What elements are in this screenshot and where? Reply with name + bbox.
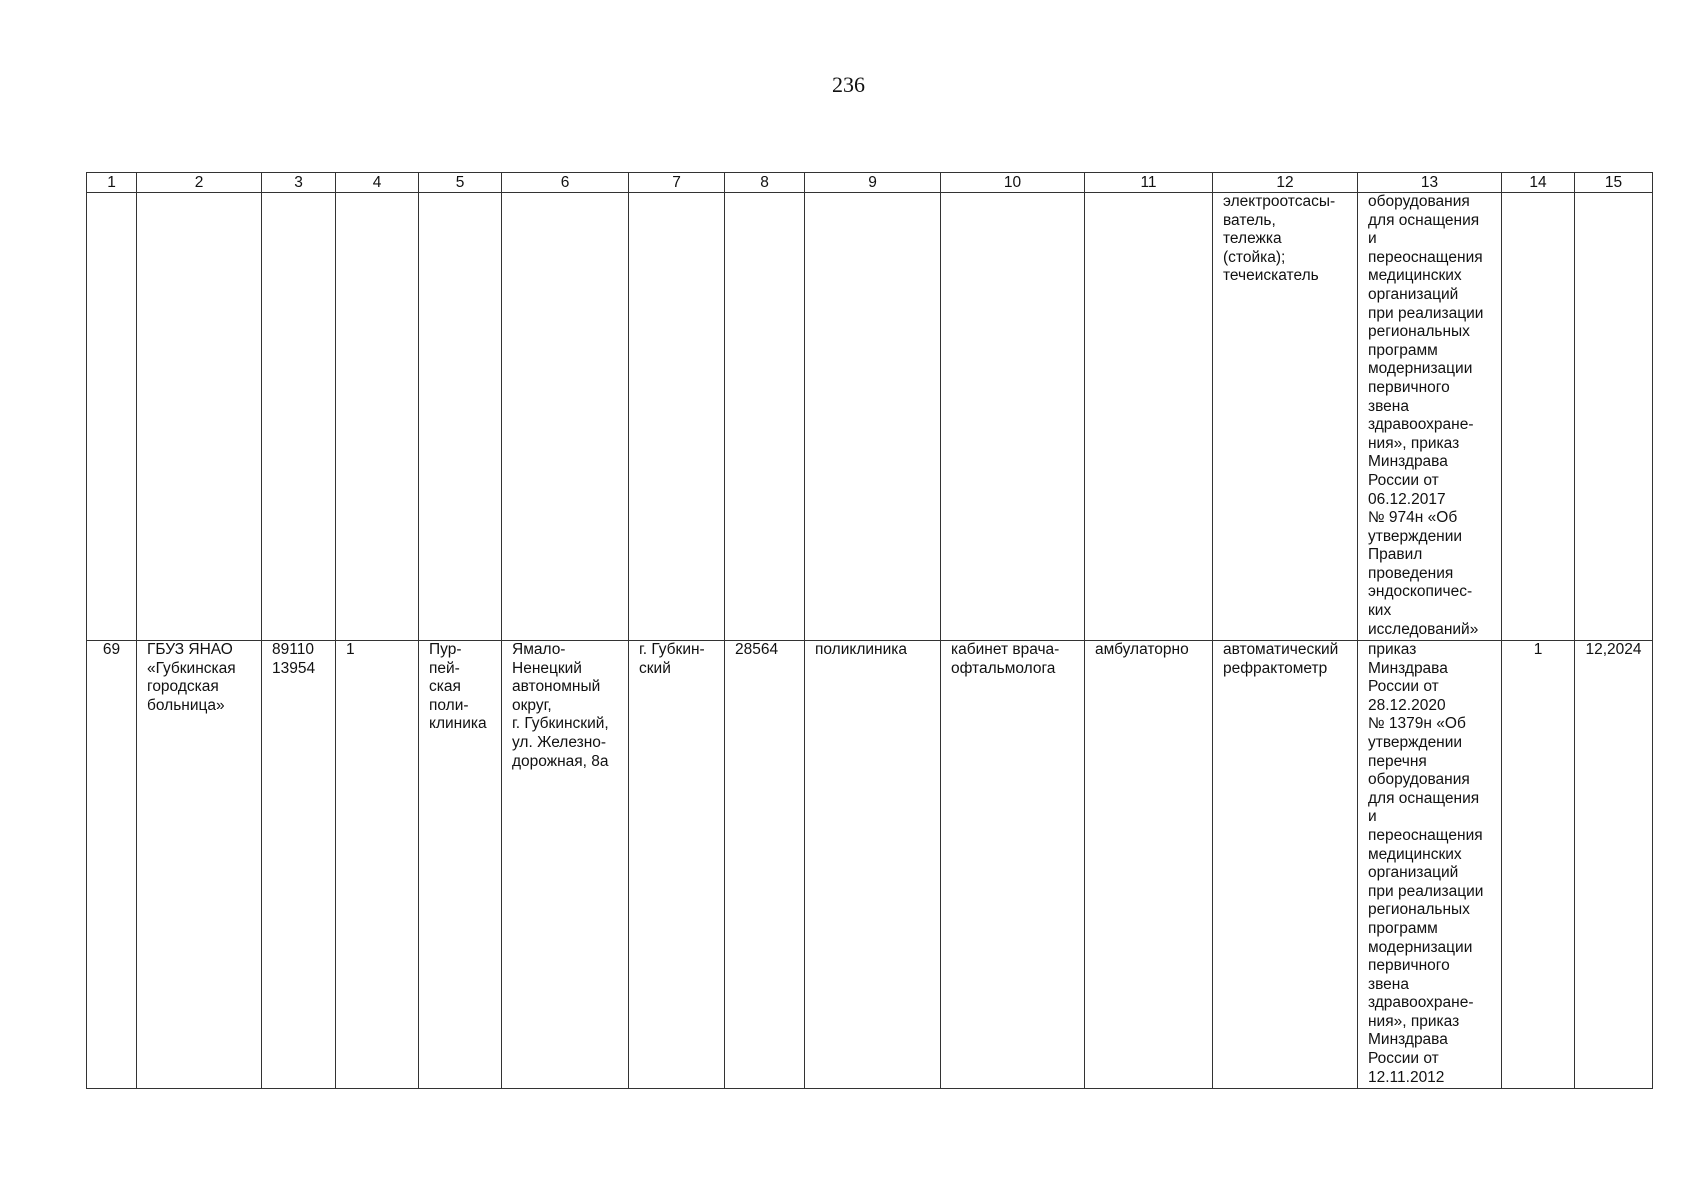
column-header: 14 [1502, 173, 1575, 193]
column-header: 7 [629, 173, 725, 193]
table-body [87, 193, 1653, 1089]
table-row [87, 641, 1653, 1089]
table-row-continuation [87, 193, 1653, 641]
column-header: 11 [1085, 173, 1213, 193]
cell-col4 [336, 193, 419, 641]
cell-number [87, 193, 137, 641]
cell-type: поликлиника [805, 641, 941, 1089]
cell-condition: амбулаторно [1085, 641, 1213, 1089]
cell-address [502, 193, 629, 641]
equipment-table [86, 172, 1653, 1089]
cell-equipment: электроотсасы- ватель, тележка (стойка); течеискатель [1213, 193, 1358, 641]
cell-basis: оборудования для оснащения и переоснащения медицинских организаций при реализации региональных программ модернизации первичного звена здравоохране- ния», приказ Минздрава России от 06.12.2017 № 974н «Об утверждении Правил проведения эндоскопичес- ких исследований» [1358, 193, 1502, 641]
cell-cabinet [941, 193, 1085, 641]
cell-subdivision [419, 193, 502, 641]
cell-date: 12,2024 [1575, 641, 1653, 1089]
column-header: 12 [1213, 173, 1358, 193]
header-row [87, 173, 1653, 193]
column-header: 4 [336, 173, 419, 193]
column-header: 15 [1575, 173, 1653, 193]
cell-city: г. Губкин- ский [629, 641, 725, 1089]
column-header: 1 [87, 173, 137, 193]
cell-population [725, 193, 805, 641]
column-header: 13 [1358, 173, 1502, 193]
cell-number: 69 [87, 641, 137, 1089]
column-header: 8 [725, 173, 805, 193]
cell-address: Ямало- Ненецкий автономный округ, г. Губкинский, ул. Железно- дорожная, 8а [502, 641, 629, 1089]
cell-population: 28564 [725, 641, 805, 1089]
page-number: 236 [832, 72, 865, 97]
cell-condition [1085, 193, 1213, 641]
cell-organization: ГБУЗ ЯНАО «Губкинская городская больница» [137, 641, 262, 1089]
column-header: 2 [137, 173, 262, 193]
cell-basis: приказ Минздрава России от 28.12.2020 № 1379н «Об утверждении перечня оборудования для оснащения и переоснащения медицинских организаций при реализации региональных программ модернизации первичного звена здравоохране- ния», приказ Минздрава России от 12.11.2012 [1358, 641, 1502, 1089]
cell-quantity [1502, 193, 1575, 641]
column-header: 5 [419, 173, 502, 193]
cell-inn [262, 193, 336, 641]
column-header: 9 [805, 173, 941, 193]
cell-city [629, 193, 725, 641]
cell-organization [137, 193, 262, 641]
cell-type [805, 193, 941, 641]
column-header: 6 [502, 173, 629, 193]
cell-date [1575, 193, 1653, 641]
column-header: 10 [941, 173, 1085, 193]
cell-inn: 89110 13954 [262, 641, 336, 1089]
cell-quantity: 1 [1502, 641, 1575, 1089]
cell-equipment: автоматический рефрактометр [1213, 641, 1358, 1089]
table-header [87, 173, 1653, 193]
cell-cabinet: кабинет врача- офтальмолога [941, 641, 1085, 1089]
column-header: 3 [262, 173, 336, 193]
cell-subdivision: Пур- пей- ская поли- клиника [419, 641, 502, 1089]
cell-col4: 1 [336, 641, 419, 1089]
